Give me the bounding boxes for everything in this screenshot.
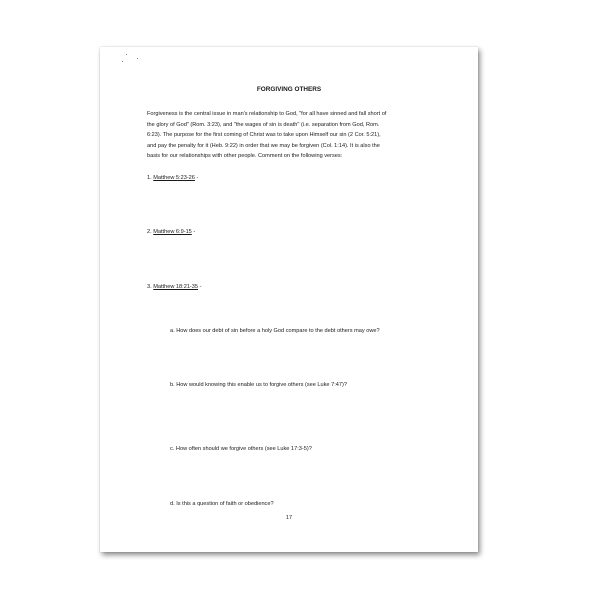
- sub-question-letter: d.: [170, 501, 175, 507]
- intro-paragraph: [147, 109, 439, 162]
- sub-question-text: How often should we forgive others (see Luke 17:3-5)?: [175, 446, 312, 452]
- question-suffix: -: [198, 284, 202, 290]
- sub-question-d: [170, 500, 274, 508]
- question-suffix: -: [194, 175, 199, 181]
- scripture-reference: Matthew 18:21-35: [153, 284, 199, 290]
- page-title: FORGIVING OTHERS: [256, 86, 322, 93]
- question-number: 2.: [147, 229, 152, 235]
- scripture-reference: Matthew 5:23-26: [153, 175, 195, 181]
- scan-speck: [122, 61, 123, 62]
- scripture-reference: Matthew 6:9-15: [153, 229, 192, 235]
- question-1: [147, 174, 198, 182]
- question-suffix: -: [191, 229, 196, 235]
- question-number: 3.: [147, 284, 152, 290]
- document-page: [100, 47, 478, 552]
- intro-line: the glory of God" (Rom. 3:23), and "the wages of sin is death" (i.e. separation from God, Rom.: [147, 121, 380, 128]
- sub-question-letter: c.: [170, 446, 175, 452]
- scan-speck: [137, 58, 138, 59]
- scan-speck: [126, 54, 127, 55]
- intro-line: and pay the penalty for it (Heb. 9:22) in order that we may be forgiven (Col. 1:14). It is also the: [147, 142, 380, 149]
- page-number: 17: [285, 515, 293, 521]
- sub-question-c: [170, 445, 312, 453]
- sub-question-text: How would knowing this enable us to forgive others (see Luke 7:47)?: [176, 382, 347, 388]
- question-number: 1.: [147, 175, 152, 181]
- sub-question-b: [170, 381, 347, 389]
- sub-question-a: [170, 327, 380, 335]
- sub-question-letter: a.: [170, 328, 175, 334]
- intro-line: 6:23). The purpose for the first coming of Christ was to take upon Himself our sin (2 Cor. 5:21),: [147, 132, 381, 139]
- intro-line: basis for our relationships with other people. Comment on the following verses:: [147, 153, 343, 160]
- sub-question-text: How does our debt of sin before a holy God compare to the debt others may owe?: [176, 328, 380, 334]
- sub-question-text: Is this a question of faith or obedience?: [176, 501, 274, 507]
- question-2: [147, 228, 195, 236]
- question-3: [147, 283, 201, 291]
- intro-line: Forgiveness is the central issue in man's relationship to God, "for all have sinned and fall short of: [147, 111, 387, 117]
- sub-question-letter: b.: [170, 382, 175, 388]
